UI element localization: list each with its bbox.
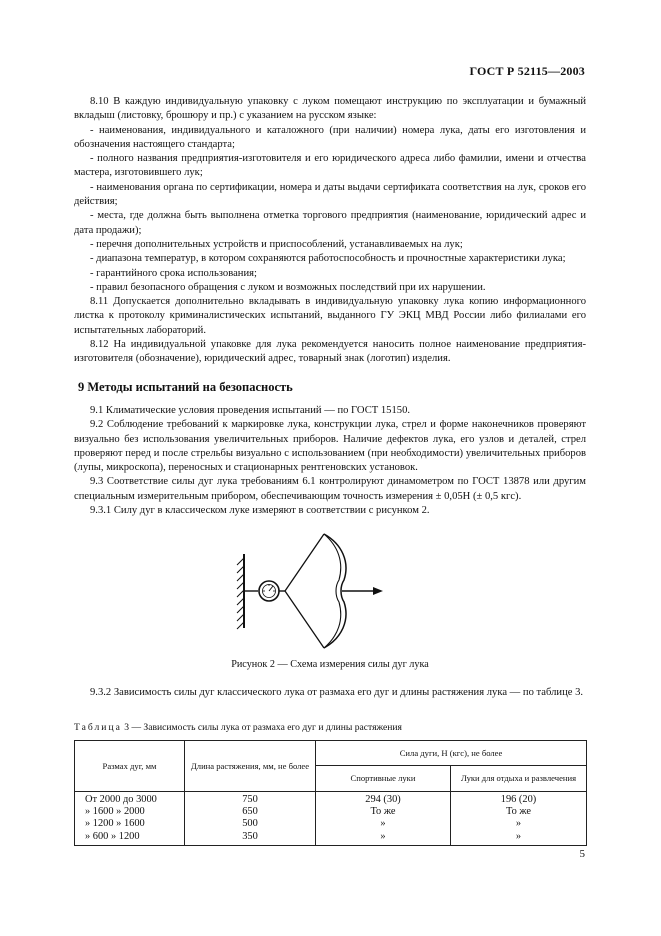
paragraph-8-11: 8.11 Допускается дополнительно вкладывать в индивидуальную упаковку лука копию информационного листка к протоколу криминалистических испытаний, выданного ГУ ЭКЦ МВД России либо филиалами его испытательных лабораторий. (74, 296, 586, 336)
sport-cell: То же (370, 806, 396, 818)
sport-cell: » (380, 818, 386, 830)
list-item: - места, где должна быть выполнена отметка торгового предприятия (наименование, юридический адрес и дата продажи); (74, 210, 586, 236)
span-cell: От 2000 до 3000 (85, 794, 157, 805)
sport-force-values (316, 792, 451, 846)
text-block-lower (74, 686, 586, 700)
leisure-cell: 196 (20) (500, 794, 537, 805)
text-block-upper (74, 95, 586, 518)
span-cell: » 600 » 1200 (85, 830, 140, 842)
sport-cell: » (380, 830, 386, 842)
leisure-cell: То же (506, 806, 532, 818)
leisure-cell: » (515, 830, 522, 842)
list-item: - наименования, индивидуального и каталожного (при наличии) номера лука, даты его изготовления и обозначения настоящего стандарта; (74, 124, 586, 150)
paragraph-9-3: 9.3 Соответствие силы дуг лука требованиям 6.1 контролируют динамометром по ГОСТ 13878 или другим специальным измерительным прибором, обеспечивающим точность измерения ± 0,05Н (± 0,5 кгс). (74, 476, 586, 502)
paragraph-9-3-1: 9.3.1 Силу дуг в классическом луке измеряют в соответствии с рисунком 2. (90, 505, 430, 517)
paragraph-9-3-2: 9.3.2 Зависимость силы дуг классического лука от размаха его дуг и длины растяжения лука — по таблице 3. (90, 687, 584, 698)
draw-cell: 650 (242, 806, 258, 818)
dynamometer-icon (259, 581, 279, 601)
leisure-cell: » (515, 818, 522, 830)
paragraph-8-12: 8.12 На индивидуальной упаковке для лука рекомендуется наносить полное наименование предприятия-изготовителя (обозначение), юридический адрес, товарный знак (логотип) изделия. (74, 339, 586, 365)
paragraph-9-2: 9.2 Соблюдение требований к маркировке лука, конструкции лука, стрел и форме наконечников проверяют визуально без использования увеличительных приборов. Наличие дефектов лука, его узлов и деталей, стрел проверяют перед и после стрельбы визуально с использованием (при необходимости) увеличительных приборов (лупы, микроскопа), переносных и стационарных рентгеновских установок. (74, 419, 586, 474)
table-caption-word: Таблица (74, 722, 122, 733)
header-sport-bows: Спортивные луки (316, 766, 451, 792)
section-9-heading: 9 Методы испытаний на безопасность (78, 379, 293, 394)
document-code: ГОСТ Р 52115—2003 (469, 64, 585, 78)
table-caption-text: 3 — Зависимость силы лука от размаха его дуг и длины растяжения (121, 722, 402, 733)
draw-cell: 750 (242, 794, 258, 805)
span-cell: » 1200 » 1600 (85, 818, 145, 830)
sport-cell: 294 (30) (365, 794, 401, 805)
list-item: - правил безопасного обращения с луком и возможных последствий при их нарушении. (90, 281, 486, 293)
table-data-row (75, 792, 587, 846)
paragraph-9-1: 9.1 Климатические условия проведения испытаний — по ГОСТ 15150. (90, 404, 411, 416)
draw-cell: 350 (242, 830, 258, 842)
bow-limb-inner (324, 534, 341, 648)
header-force: Сила дуги, Н (кгс), не более (316, 741, 587, 766)
page-number: 5 (579, 848, 585, 860)
leisure-force-values (451, 792, 587, 846)
bow-measurement-diagram (74, 532, 586, 652)
draw-cell: 500 (242, 818, 258, 830)
header-leisure-bows: Луки для отдыха и развлечения (451, 766, 587, 792)
table-caption (74, 722, 402, 733)
header-draw-length: Длина растяжения, мм, не более (185, 741, 316, 792)
list-item: - гарантийного срока использования; (90, 267, 257, 279)
list-item: - диапазона температур, в котором сохраняются работоспособность и прочностные характеристики лука; (90, 253, 566, 265)
span-cell: » 1600 » 2000 (85, 806, 145, 818)
paragraph-8-10: 8.10 В каждую индивидуальную упаковку с луком помещают инструкцию по эксплуатации и бумажный вкладыш (листовку, брошюру и пр.) с указанием на русском языке: (74, 96, 586, 122)
span-values (75, 792, 185, 846)
force-arrow-head (373, 587, 383, 595)
table-3 (74, 740, 587, 846)
wall-hatching (237, 558, 244, 629)
header-span: Размах дуг, мм (75, 741, 185, 792)
list-item: - перечня дополнительных устройств и приспособлений, устанавливаемых на лук; (90, 238, 463, 250)
list-item: - полного названия предприятия-изготовителя и его юридического адреса либо фамилии, имени и отчества мастера, изготовившего лук; (74, 153, 586, 179)
figure-caption: Рисунок 2 — Схема измерения силы дуг лука (231, 659, 429, 670)
bow-string (285, 534, 324, 648)
list-item: - наименования органа по сертификации, номера и даты выдачи сертификата соответствия на лук, сроков его действия; (74, 181, 586, 208)
draw-length-values (185, 792, 316, 846)
